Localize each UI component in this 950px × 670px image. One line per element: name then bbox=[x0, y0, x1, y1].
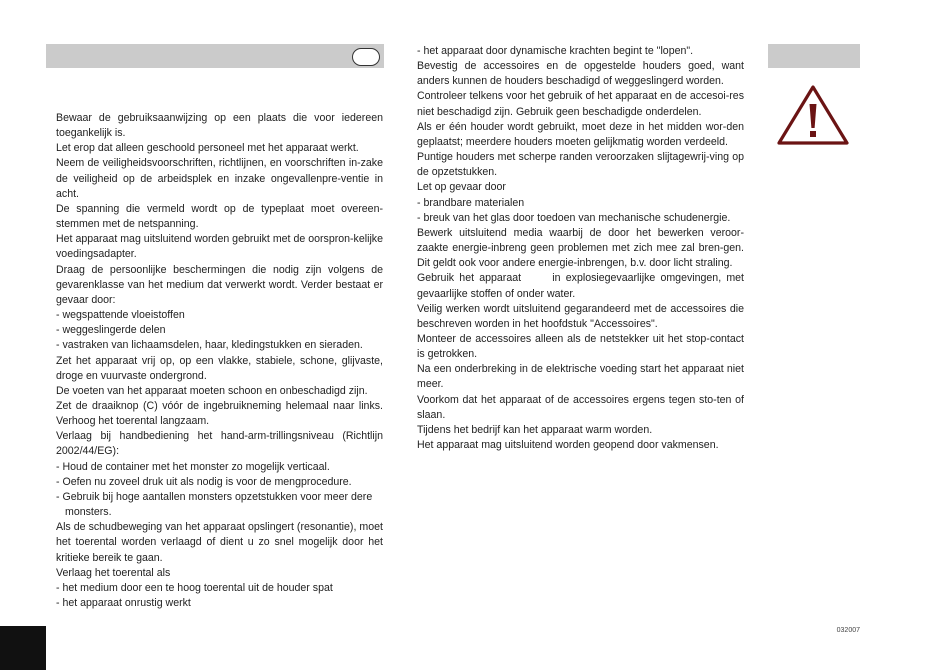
header-tab-indicator bbox=[352, 48, 380, 66]
paragraph: Monteer de accessoires alleen als de netstekker uit het stop-contact is getrokken. bbox=[417, 332, 744, 361]
paragraph: Als de schudbeweging van het apparaat opslingert (resonantie), moet het toerental worden verlaagd of dient u zo snel mogelijk door het kritieke bereik te gaan. bbox=[56, 521, 383, 564]
paragraph: Verlaag het toerental als bbox=[56, 566, 171, 579]
paragraph: Puntige houders met scherpe randen veroorzaken slijtagewrij-ving op de opzetstukken. bbox=[417, 151, 744, 179]
paragraph: Let op gevaar door bbox=[417, 181, 506, 194]
list-item: - vastraken van lichaamsdelen, haar, kledingstukken en sieraden. bbox=[56, 339, 363, 352]
document-code: 032007 bbox=[836, 627, 860, 634]
list-item: - het medium door een te hoog toerental uit de houder spat bbox=[56, 581, 333, 594]
list-item: - het apparaat door dynamische krachten begint te "lopen". bbox=[417, 45, 694, 57]
paragraph: Neem de veiligheidsvoorschriften, richtlijnen, en voorschriften in-zake de veiligheid op de arbeidsplek en inzake ongevallenpre-ventie in acht. bbox=[56, 157, 383, 200]
paragraph: De voeten van het apparaat moeten schoon en onbeschadigd zijn. bbox=[56, 384, 368, 397]
list-item: - Houd de container met het monster zo mogelijk verticaal. bbox=[56, 460, 330, 473]
paragraph: Let erop dat alleen geschoold personeel met het apparaat werkt. bbox=[56, 142, 359, 155]
list-item: - Oefen nu zoveel druk uit als nodig is voor de mengprocedure. bbox=[56, 475, 352, 488]
side-header-bar bbox=[768, 44, 860, 68]
paragraph: Bevestig de accessoires en de opgestelde houders goed, want anders kunnen de houders beschadigd of weggeslingerd worden. bbox=[417, 60, 744, 88]
left-text-column bbox=[56, 111, 383, 611]
paragraph: Het apparaat mag uitsluitend worden gebruikt met de oorspron-kelijke voedingsadapter. bbox=[56, 233, 383, 261]
middle-text-column bbox=[417, 44, 747, 453]
paragraph: Zet de draaiknop (C) vóór de ingebruikneming helemaal naar links. Verhoog het toerental langzaam. bbox=[56, 399, 383, 428]
section-header-bar bbox=[46, 44, 384, 68]
list-item: - breuk van het glas door toedoen van mechanische schudenergie. bbox=[417, 211, 731, 224]
paragraph: Controleer telkens voor het gebruik of het apparaat en de accesoi-res niet beschadigd zijn. Gebruik geen beschadigde onderdelen. bbox=[417, 90, 744, 118]
paragraph: Bewaar de gebruiksaanwijzing op een plaats die voor iedereen toegankelijk is. bbox=[56, 112, 383, 140]
page-corner-marker bbox=[0, 626, 46, 670]
paragraph: Het apparaat mag uitsluitend worden geopend door vakmensen. bbox=[417, 439, 719, 452]
list-item: - weggeslingerde delen bbox=[56, 324, 166, 337]
paragraph: Na een onderbreking in de elektrische voeding start het apparaat niet meer. bbox=[417, 363, 744, 391]
list-item: - brandbare materialen bbox=[417, 196, 525, 209]
paragraph: Zet het apparaat vrij op, op een vlakke, stabiele, schone, glijvaste, droge en vuurvaste ondergrond. bbox=[56, 354, 383, 382]
paragraph: Bewerk uitsluitend media waarbij de door het bewerken veroor-zaakte energie-inbreng geen problemen met zich mee zal bren-gen. Dit geldt ook voor andere energie-inbrengen, b.v. door licht straling. bbox=[417, 226, 744, 270]
list-item: - wegspattende vloeistoffen bbox=[56, 309, 185, 322]
paragraph: Verlaag bij handbediening het hand-arm-trillingsniveau (Richtlijn 2002/44/EG): bbox=[56, 430, 383, 458]
list-item: - Gebruik bij hoge aantallen monsters opzetstukken voor meer dere monsters. bbox=[56, 490, 373, 519]
warning-triangle-icon bbox=[776, 84, 850, 146]
paragraph: Gebruik het apparaat in explosiegevaarlijke omgevingen, met gevaarlijke stoffen of onder water. bbox=[417, 272, 747, 300]
paragraph: Veilig werken wordt uitsluitend gegarandeerd met de accessoires die beschreven worden in het hoofdstuk "Accessoires". bbox=[417, 302, 744, 330]
paragraph: Als er één houder wordt gebruikt, moet deze in het midden wor-den geplaatst; meerdere houders moeten gelijkmatig worden verdeeld. bbox=[417, 120, 744, 148]
paragraph: De spanning die vermeld wordt op de typeplaat moet overeen-stemmen met de netspanning. bbox=[56, 202, 383, 231]
paragraph: Tijdens het bedrijf kan het apparaat warm worden. bbox=[417, 423, 653, 436]
paragraph: Draag de persoonlijke beschermingen die nodig zijn volgens de gevarenklasse van het medium dat verwerkt wordt. Verder bestaat er gevaar door: bbox=[56, 263, 383, 306]
paragraph: Voorkom dat het apparaat of de accessoires ergens tegen sto-ten of slaan. bbox=[417, 393, 744, 421]
list-item: - het apparaat onrustig werkt bbox=[56, 597, 191, 609]
